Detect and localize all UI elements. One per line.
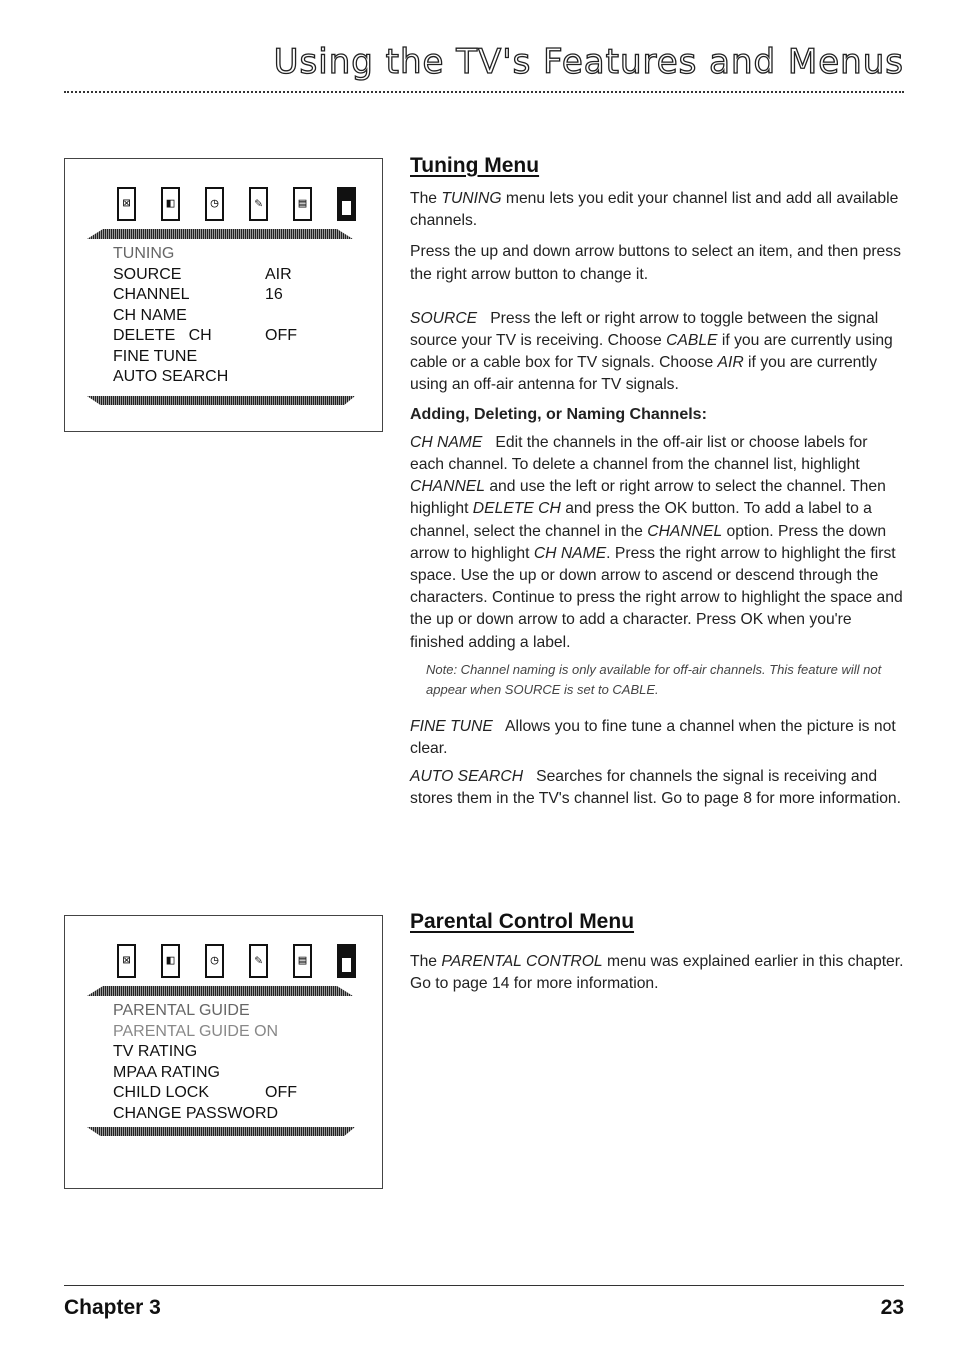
menu-row-mpaa-rating bbox=[113, 1063, 297, 1084]
header-divider bbox=[64, 91, 904, 93]
menu-row-label: CHANNEL bbox=[113, 286, 190, 303]
menu-row-child-lock bbox=[113, 1083, 297, 1104]
menu-row-label: MPAA RATING bbox=[113, 1063, 220, 1081]
menu-row-delete-ch bbox=[113, 326, 297, 347]
menu-row-source bbox=[113, 265, 297, 286]
channels-subheading: Adding, Deleting, or Naming Channels: bbox=[410, 405, 707, 423]
menu-row-value: AIR bbox=[265, 265, 292, 283]
menu-icon-row bbox=[117, 944, 356, 978]
parental-control-body bbox=[410, 951, 905, 995]
tv-icon: ⊠ bbox=[117, 944, 136, 978]
clock-icon: ◷ bbox=[205, 944, 224, 978]
tuning-intro bbox=[410, 188, 905, 232]
term: AUTO SEARCH bbox=[410, 768, 524, 786]
channel-naming-note: Note: Channel naming is only available for off-air channels. This feature will not appear when SOURCE is set to CABLE. bbox=[426, 661, 882, 697]
text-run: Edit the channels in the off-air list or choose labels for each channel. To delete a channel from the channel list, highlight bbox=[410, 433, 872, 474]
text-run: menu lets you edit your channel list and add all available channels. bbox=[410, 190, 899, 230]
menu-row-label: CHILD LOCK bbox=[113, 1084, 210, 1101]
menu-bottom-bar bbox=[87, 1127, 355, 1136]
menu-row-label: DELETE CH bbox=[113, 327, 212, 344]
page-header-title: Using the TV's Features and Menus bbox=[273, 42, 904, 82]
menu-bottom-bar bbox=[87, 396, 355, 405]
text-run: The bbox=[410, 190, 442, 207]
tv-icon: ⊠ bbox=[117, 187, 136, 221]
term: PARENTAL CONTROL bbox=[441, 953, 603, 970]
text-run: . Press the right arrow to highlight the first space. Use the up or down arrow to ascend or descend through the characters. Continue to press the right arrow to highlight the space and the up or down arrow to add a character. Press OK when you're finished adding a label. bbox=[410, 544, 903, 651]
tuning-menu-items bbox=[113, 244, 297, 388]
parental-menu-items bbox=[113, 1001, 297, 1124]
text-run: The bbox=[410, 953, 442, 970]
menu-title: PARENTAL GUIDE bbox=[113, 1002, 250, 1019]
menu-row-label: TV RATING bbox=[113, 1043, 198, 1060]
term: CHANNEL bbox=[410, 478, 485, 496]
menu-row-value: OFF bbox=[265, 1084, 297, 1101]
parental-menu-screenshot bbox=[64, 915, 383, 1189]
term: TUNING bbox=[441, 190, 502, 207]
menu-icon-row bbox=[117, 187, 356, 221]
tuning-menu-body bbox=[410, 188, 905, 811]
speaker-icon: ◧ bbox=[161, 187, 180, 221]
menu-row-label: FINE TUNE bbox=[113, 347, 198, 365]
page-number: 23 bbox=[880, 1296, 904, 1319]
menu-row-change-password bbox=[113, 1104, 297, 1125]
lock-icon: ▤ bbox=[293, 187, 312, 221]
ch-name-paragraph bbox=[410, 432, 905, 654]
menu-top-bar bbox=[87, 229, 353, 239]
tuning-menu-heading: Tuning Menu bbox=[410, 154, 540, 177]
menu-row-tv-rating bbox=[113, 1042, 297, 1063]
menu-icon bbox=[337, 944, 356, 978]
menu-row-label: AUTO SEARCH bbox=[113, 368, 229, 385]
text-run: if you are currently using an off-air antenna for TV signals. bbox=[410, 354, 878, 394]
menu-row-label: SOURCE bbox=[113, 265, 182, 283]
term: DELETE CH bbox=[472, 500, 561, 518]
menu-top-bar bbox=[87, 986, 353, 996]
text-run: if you are currently using cable or a cable box for TV signals. Choose bbox=[410, 332, 893, 372]
term: CHANNEL bbox=[647, 522, 723, 540]
tuning-menu-screenshot bbox=[64, 158, 383, 432]
edit-icon: ✎ bbox=[249, 944, 268, 978]
parental-control-heading: Parental Control Menu bbox=[410, 910, 635, 933]
menu-row-label: CH NAME bbox=[113, 306, 187, 324]
parental-paragraph bbox=[410, 951, 905, 995]
fine-tune-paragraph bbox=[410, 716, 905, 760]
menu-row-channel bbox=[113, 285, 297, 306]
menu-row-ch-name bbox=[113, 306, 297, 327]
source-paragraph bbox=[410, 308, 905, 397]
tuning-instructions: Press the up and down arrow buttons to select an item, and then press the right arrow button to change it. bbox=[410, 243, 901, 283]
term: CH NAME bbox=[533, 544, 607, 562]
text-run: and press the OK button. To add a label to a channel, select the channel in the bbox=[410, 500, 872, 540]
lock-icon: ▤ bbox=[293, 944, 312, 978]
term: CH NAME bbox=[410, 433, 483, 451]
menu-row-parental-guide-on: PARENTAL GUIDE ON bbox=[113, 1022, 279, 1040]
term: CABLE bbox=[666, 332, 718, 350]
menu-row-fine-tune bbox=[113, 347, 297, 368]
text-run: Allows you to fine tune a channel when the picture is not clear. bbox=[410, 717, 901, 758]
text-run: menu was explained earlier in this chapter. Go to page 14 for more information. bbox=[410, 953, 904, 993]
text-run: and use the left or right arrow to select the channel. Then highlight bbox=[410, 478, 886, 518]
edit-icon: ✎ bbox=[249, 187, 268, 221]
text-run: option. Press the down arrow to highlight bbox=[410, 522, 887, 562]
term: SOURCE bbox=[410, 309, 478, 327]
term: FINE TUNE bbox=[410, 717, 493, 735]
menu-icon bbox=[337, 187, 356, 221]
menu-row-value: 16 bbox=[265, 286, 283, 303]
clock-icon: ◷ bbox=[205, 187, 224, 221]
text-run: Searches for channels the signal is receiving and stores them in the TV's channel list. Go to page 8 for more information. bbox=[410, 768, 902, 808]
menu-title: TUNING bbox=[113, 245, 175, 262]
auto-search-paragraph bbox=[410, 766, 905, 810]
chapter-label: Chapter 3 bbox=[64, 1296, 161, 1319]
speaker-icon: ◧ bbox=[161, 944, 180, 978]
menu-row-label: CHANGE PASSWORD bbox=[113, 1104, 279, 1122]
term: AIR bbox=[717, 354, 744, 372]
menu-row-value: OFF bbox=[265, 327, 297, 344]
menu-row-auto-search bbox=[113, 367, 297, 388]
footer-divider bbox=[64, 1285, 904, 1286]
text-run: Press the left or right arrow to toggle between the signal source your TV is receiving. Choose bbox=[410, 309, 883, 350]
